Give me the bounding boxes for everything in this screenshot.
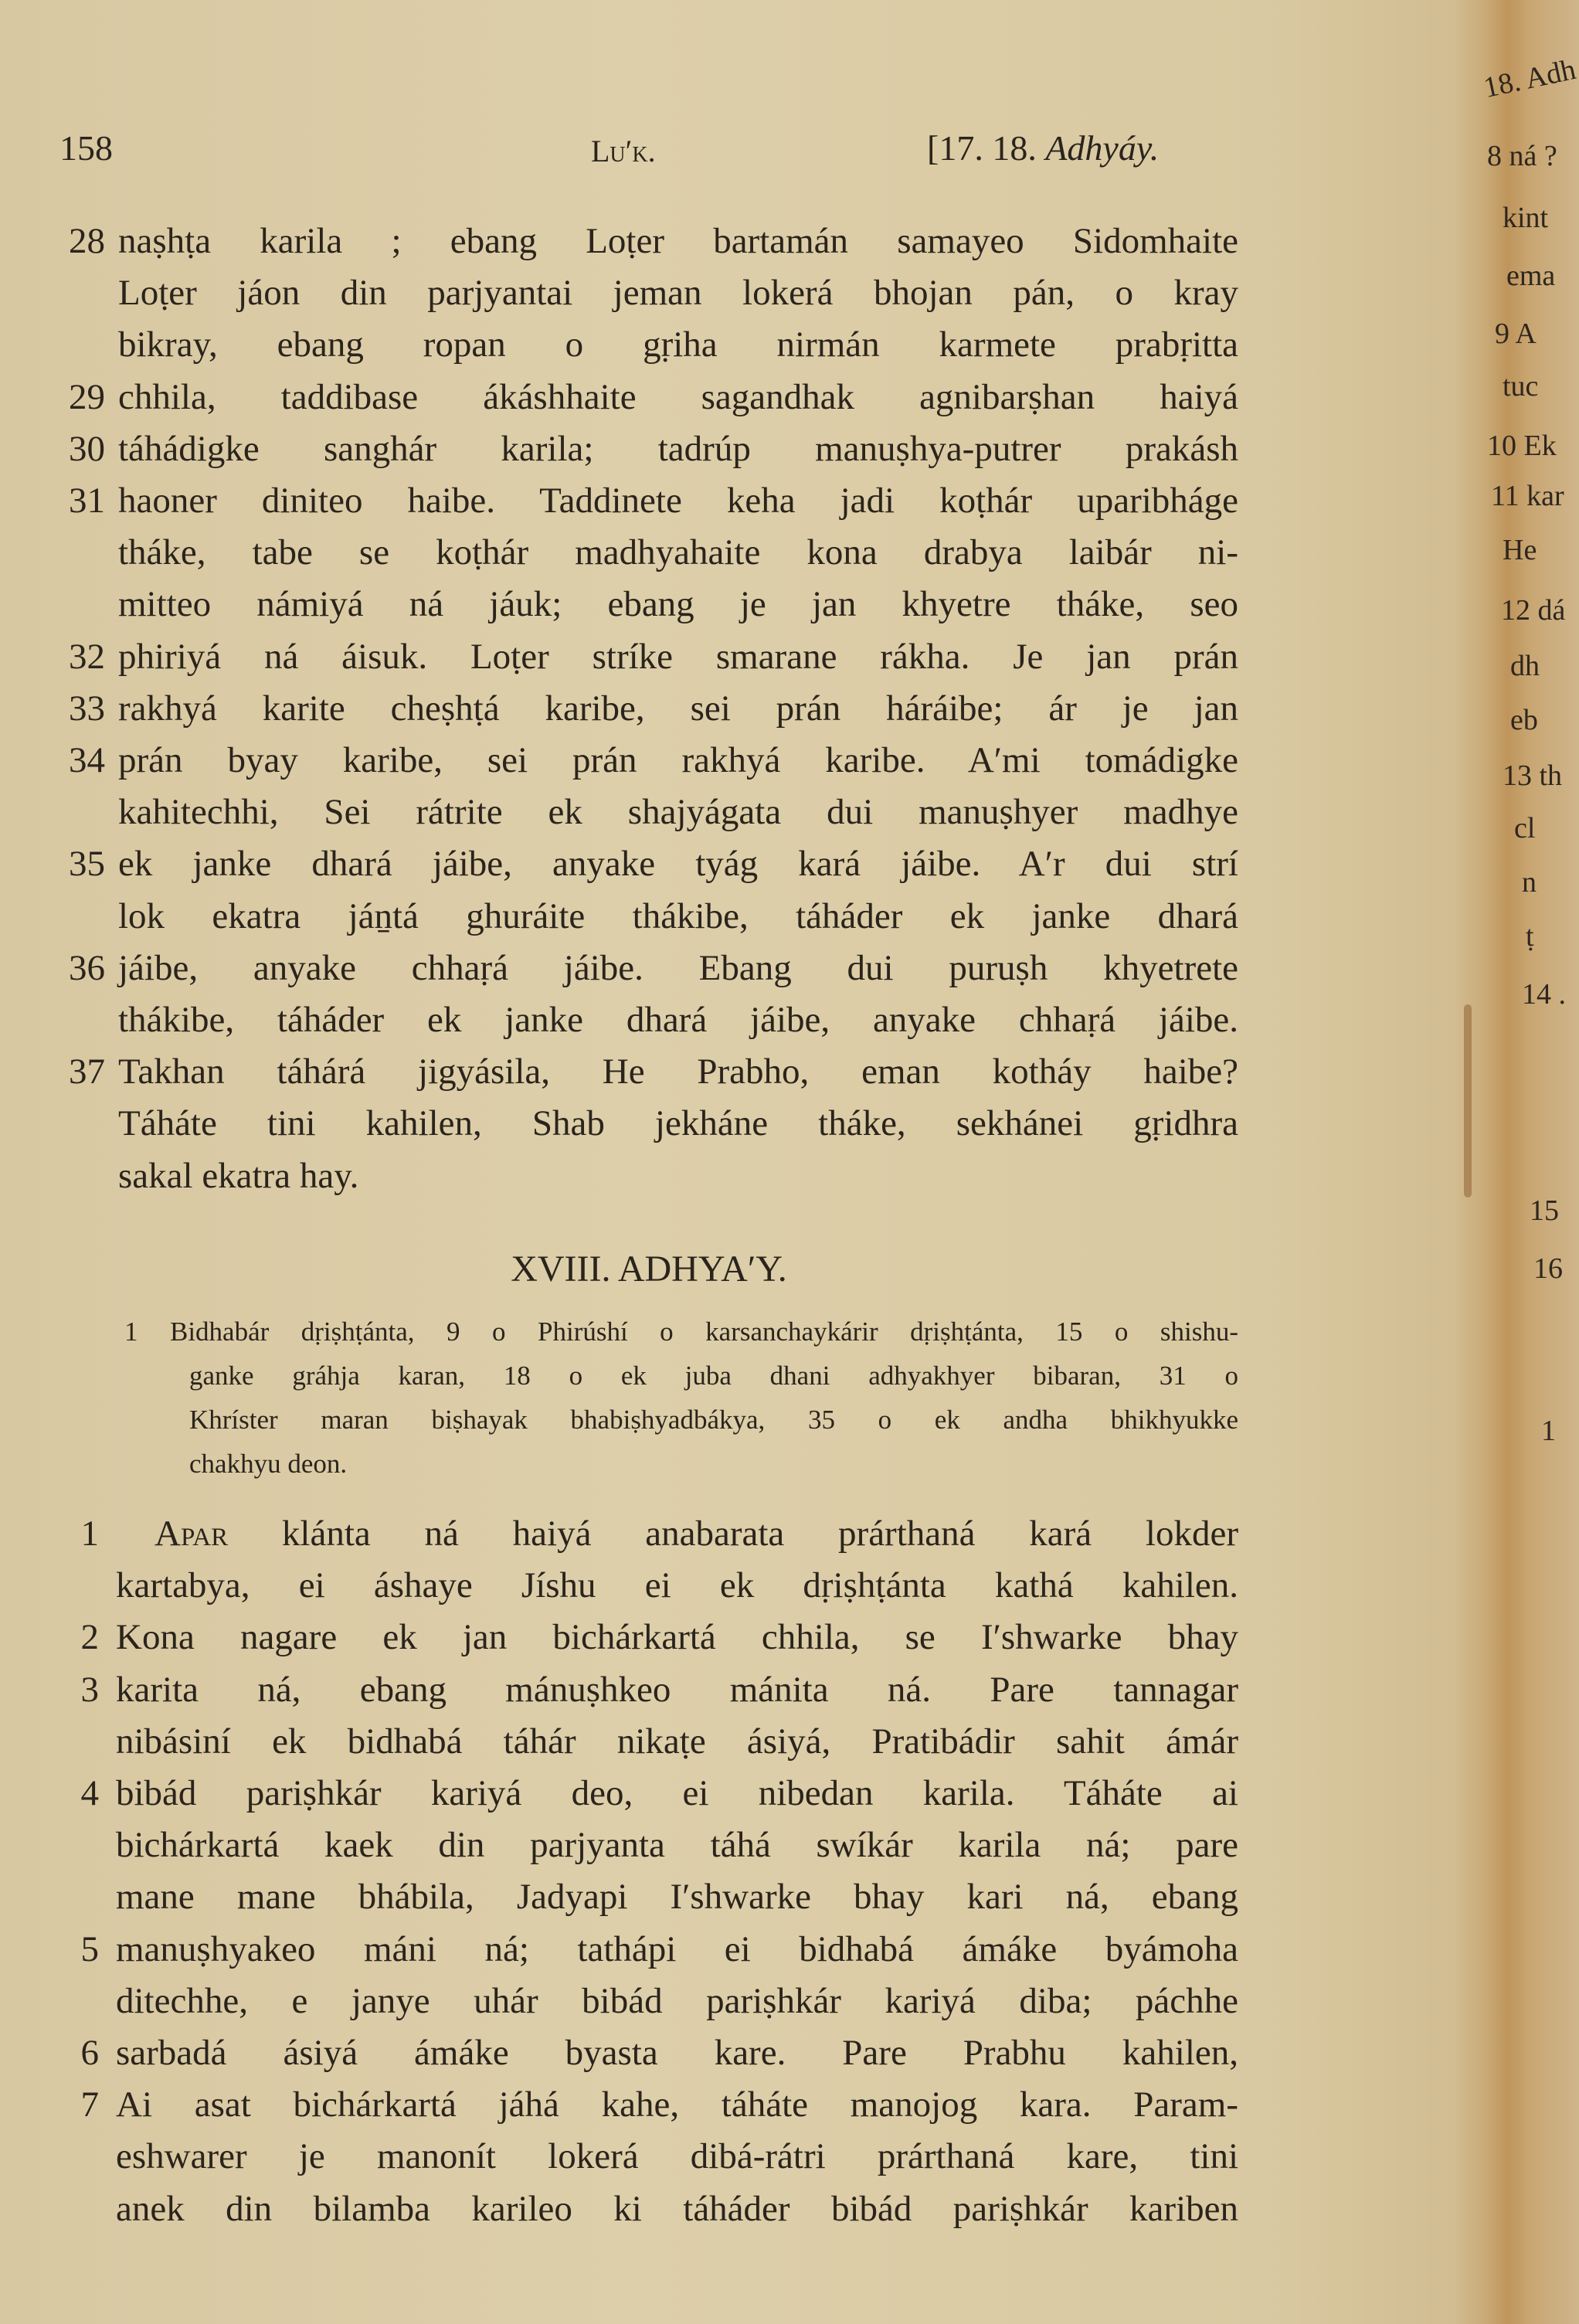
verse-text: ek janke dhará jáibe, anyake tyág kará jáibe. A′r dui strí — [118, 844, 1238, 885]
verse-number: 32 — [69, 636, 105, 677]
verse-number: 6 — [80, 2033, 99, 2073]
chapter-reference-word: Adhyáy. — [1045, 128, 1160, 168]
verse-text: sarbadá ásiyá ámáke byasta kare. Pare Prabhu kahilen, — [116, 2033, 1238, 2073]
verse-text: lok ekatra jáṉtá ghuráite thákibe, táháder ek janke dhará — [118, 895, 1238, 936]
verse-text: nibásiní ek bidhabá táhár nikaṭe ásiyá, Pratibádir sahit ámár — [116, 1721, 1238, 1762]
verse-text: Takhan táhárá jigyásila, He Prabho, eman kotháy haibe? — [118, 1052, 1238, 1092]
verse-text: thákibe, táháder ek janke dhará jáibe, anyake chhaṛá jáibe. — [118, 1000, 1238, 1040]
verse-number: 31 — [69, 481, 105, 521]
page-number: 158 — [59, 128, 113, 168]
verse-number: 2 — [80, 1617, 99, 1658]
facing-page-line: 10 Ek — [1487, 430, 1557, 462]
verse-text: naṣhṭa karila ; ebang Loṭer bartamán samayeo Sidomhaite — [118, 221, 1238, 261]
facing-page-line: eb — [1510, 704, 1538, 736]
verse-text: sakal ekatra hay. — [118, 1155, 359, 1196]
verse-text: mitteo námiyá ná jáuk; ebang je jan khyetre tháke, seo — [118, 584, 1238, 625]
verse-text: rakhyá karite cheṣhṭá karibe, sei prán háráibe; ár je jan — [118, 688, 1238, 729]
chapter-reference — [927, 127, 1159, 168]
facing-page-line: kint — [1503, 202, 1549, 234]
facing-page-line: n — [1522, 866, 1537, 899]
verse-text: bikray, ebang ropan o gṛiha nirmán karmete prabṛitta — [118, 324, 1238, 365]
facing-page-line: 9 A — [1495, 318, 1537, 350]
verse-number: 29 — [69, 376, 105, 417]
running-title: Lu′k. — [591, 134, 656, 168]
facing-page-line: 11 kar — [1491, 480, 1564, 512]
verse-number: 35 — [69, 844, 105, 885]
facing-page-line: 14 . — [1522, 978, 1566, 1011]
gutter-stain — [1464, 1004, 1472, 1198]
facing-page-line: 8 ná ? — [1487, 140, 1557, 172]
verse-text: Loṭer jáon din parjyantai jeman lokerá bhojan pán, o kray — [118, 273, 1238, 314]
verse-text: prán byay karibe, sei prán rakhyá karibe. A′mi tomádigke — [118, 740, 1238, 780]
facing-page-line: 12 dá — [1501, 594, 1566, 627]
facing-page-line: dh — [1510, 650, 1540, 682]
verse-text: phiriyá ná áisuk. Loṭer stríke smarane rákha. Je jan prán — [118, 636, 1238, 677]
verse-number: 33 — [69, 688, 105, 729]
summary-text: 1 Bidhabár dṛiṣhṭánta, 9 o Phirúshí o karsanchaykárir dṛiṣhṭánta, 15 o shishu- — [124, 1317, 1238, 1347]
verse-text: anek din bilamba karileo ki táháder bibád pariṣhkár kariben — [116, 2188, 1238, 2229]
chapter-reference-numbers: [17. 18. — [927, 128, 1046, 168]
verse-text: kartabya, ei áshaye Jíshu ei ek dṛiṣhṭánta kathá kahilen. — [116, 1565, 1238, 1606]
verse-number: 4 — [80, 1773, 99, 1813]
verse-text: Ai asat bichárkartá jáhá kahe, táháte manojog kara. Param- — [116, 2084, 1238, 2125]
verse-number: 37 — [69, 1052, 105, 1092]
facing-page-line: 15 — [1530, 1194, 1559, 1227]
verse-text: chhila, taddibase ákáshhaite sagandhak agnibarṣhan haiyá — [118, 376, 1238, 417]
facing-page-line: cl — [1514, 812, 1536, 844]
facing-page-line: tuc — [1503, 370, 1539, 403]
verse-number: 28 — [69, 221, 105, 261]
facing-page-line: ṭ — [1526, 920, 1534, 953]
verse-text: eshwarer je manonít lokerá dibá-rátri prárthaná kare, tini — [116, 2136, 1238, 2177]
verse-number: 7 — [80, 2084, 99, 2125]
verse-text: Kona nagare ek jan bichárkartá chhila, se I′shwarke bhay — [116, 1617, 1238, 1658]
verse-lead-word: Apar — [155, 1514, 229, 1554]
verse-text: Táháte tini kahilen, Shab jekháne tháke, sekhánei gṛidhra — [118, 1103, 1238, 1144]
verse-text: mane mane bhábila, Jadyapi I′shwarke bhay kari ná, ebang — [116, 1877, 1238, 1918]
verse-text: tháke, tabe se koṭhár madhyahaite kona drabya laibár ni- — [118, 532, 1238, 573]
facing-page-line: 13 th — [1503, 759, 1563, 792]
verse-number: 36 — [69, 947, 105, 988]
verse-text: haoner diniteo haibe. Taddinete keha jadi koṭhár uparibháge — [118, 481, 1238, 521]
summary-text: ganke gráhja karan, 18 o ek juba dhani adhyakhyer bibaran, 31 o — [189, 1361, 1238, 1391]
verse-number: 3 — [80, 1669, 99, 1710]
chapter-heading: XVIII. ADHYA′Y. — [511, 1249, 787, 1289]
verse-text-rest: klánta ná haiyá anabarata prárthaná kará lokder — [281, 1514, 1238, 1554]
verse-number: 30 — [69, 428, 105, 469]
facing-page-line: 1 — [1541, 1415, 1556, 1447]
verse-text: jáibe, anyake chhaṛá jáibe. Ebang dui puruṣh khyetrete — [118, 947, 1238, 988]
verse-number: 34 — [69, 740, 105, 780]
verse-text: manuṣhyakeo máni ná; tathápi ei bidhabá ámáke byámoha — [116, 1928, 1238, 1969]
facing-page-line: 16 — [1533, 1252, 1563, 1285]
summary-text: Khríster maran biṣhayak bhabiṣhyadbákya, 35 o ek andha bhikhyukke — [189, 1405, 1238, 1435]
verse-text: ditechhe, e janye uhár bibád pariṣhkár kariyá diba; páchhe — [116, 1980, 1238, 2021]
verse-text: karita ná, ebang mánuṣhkeo mánita ná. Pare tannagar — [116, 1669, 1238, 1710]
summary-text: chakhyu deon. — [189, 1449, 348, 1479]
verse-text — [155, 1510, 1238, 1557]
verse-text: bibád pariṣhkár kariyá deo, ei nibedan karila. Táháte ai — [116, 1773, 1238, 1813]
facing-page-line: 18. Adh — [1480, 53, 1579, 105]
verse-number: 5 — [80, 1928, 99, 1969]
facing-page-line: ema — [1506, 260, 1556, 292]
facing-page-line: He — [1503, 534, 1537, 566]
verse-text: kahitechhi, Sei rátrite ek shajyágata dui manuṣhyer madhye — [118, 792, 1238, 833]
verse-text: táhádigke sanghár karila; tadrúp manuṣhya-putrer prakásh — [118, 428, 1238, 469]
verse-number: 1 — [80, 1514, 99, 1554]
verse-text: bichárkartá kaek din parjyanta táhá swíkár karila ná; pare — [116, 1825, 1238, 1866]
